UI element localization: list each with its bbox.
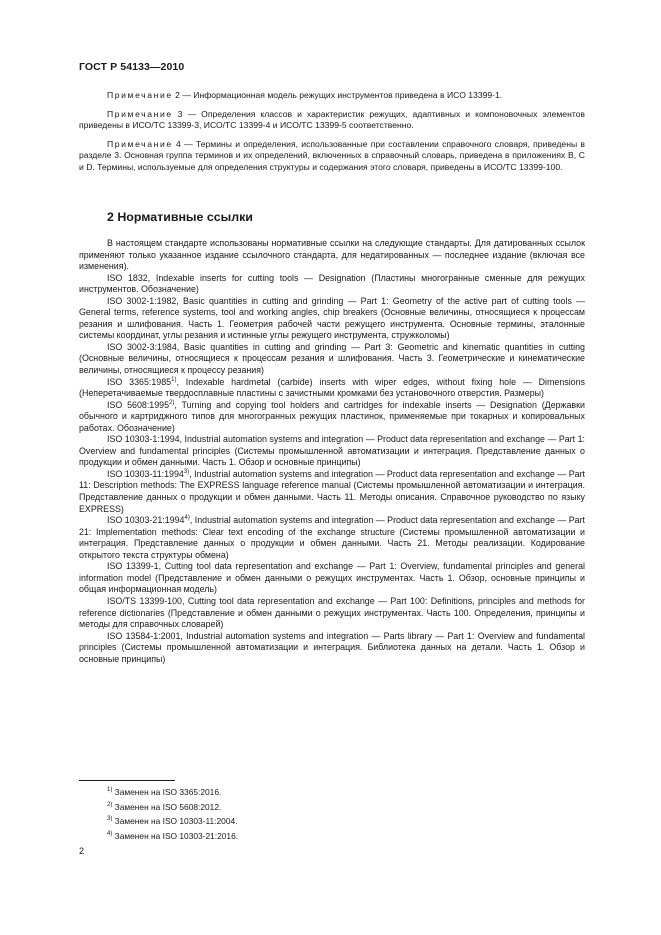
note-4 [79, 139, 585, 174]
notes-block [79, 90, 585, 181]
footnote-ref: 3) [183, 468, 190, 475]
paragraph-text: ISO 5608:1995 [107, 399, 170, 410]
note-3 [79, 109, 585, 132]
normative-references [79, 238, 585, 665]
footnote [107, 785, 238, 800]
footnote [107, 800, 238, 815]
paragraph-text: ISO 13584-1:2001, Industrial automation systems and integration — Parts library — Part 1: Overview and fundamental principles (Системы промышленной автоматизации и интеграция. Библиотека данных на детали. Часть 1. Обзор и основные принципы) [79, 630, 585, 664]
footnote-mark: 3) [107, 816, 113, 823]
reference-paragraph [79, 631, 585, 666]
note-lead: Примечание [107, 108, 173, 119]
footnote-ref: 1) [171, 376, 177, 383]
paragraph-text: , Turning and copying tool holders and cartridges for indexable inserts — Designation (Державки обычного и картриджного типов для многогранных режущих пластинок, применяемые при токарных и копировальных работах. Обозначение) [79, 399, 585, 433]
footnotes [107, 785, 238, 843]
footnote-ref: 2) [169, 399, 175, 406]
paragraph-text: ISO 10303-11:1994 [107, 468, 184, 479]
paragraph-text: В настоящем стандарте использованы нормативные ссылки на следующие стандарты. Для датированных ссылок применяют только указанное издание ссылочного стандарта, для недатированных — последнее издание (включая все изменения). [79, 238, 585, 272]
reference-paragraph [79, 561, 585, 596]
footnote-text: Заменен на ISO 10303-21:2016. [112, 830, 239, 841]
reference-paragraph [79, 515, 585, 561]
paragraph-text: , Industrial automation systems and integration — Product data representation and exchange — Part 21: Implementation methods: Clear text encoding of the exchange structure (Системы промышленной автоматизации и интеграция. Представление данных о продукции и обмен данными. Часть 21. Методы реализации. Кодирование открытого текста структуры обмена) [79, 515, 585, 560]
paragraph-text: ISO 10303-1:1994, Industrial automation systems and integration — Product data representation and exchange — Part 1: Overview and fundamental principles (Системы промышленной автоматизации и интеграция. Представление данных о продукции и обмен данными. Часть 1. Обзор и основные принципы) [79, 434, 585, 468]
reference-paragraph [79, 296, 585, 342]
note-lead: Примечание [107, 90, 173, 100]
note-lead: Примечание [107, 138, 173, 149]
footnote [107, 814, 238, 829]
footnote-mark: 4) [107, 830, 113, 837]
paragraph-text: ISO 13399-1, Cutting tool data representation and exchange — Part 1: Overview, fundamental principles and general information model (Представление и обмен данными о режущих инструментах. Часть 1. Обзор, основные принципы и общая информационная модель) [79, 561, 585, 595]
paragraph-text: , Industrial automation systems and integration — Product data representation and exchange — Part 11: Description methods: The EXPRESS language reference manual (Системы промышленной автоматизации и интеграция. Представление данных о продукции и обмен данными. Часть 11. Методы описания. Справочное руководство по языку EXPRESS) [79, 468, 585, 514]
footnote-mark: 1) [107, 787, 113, 794]
paragraph-text: ISO/TS 13399-100, Cutting tool data representation and exchange — Part 100: Definitions, principles and methods for reference dictionaries (Представление и обмен данными о режущих инструментах. Часть 100. Определения, принципы и методы для справочных словарей) [79, 595, 585, 630]
footnote-text: Заменен на ISO 10303-11:2004. [112, 816, 238, 826]
section-title: 2 Нормативные ссылки [107, 210, 253, 224]
paragraph-text: ISO 3365:1985 [107, 376, 172, 387]
page-number: 2 [79, 846, 85, 856]
reference-paragraph [79, 469, 585, 515]
footnote-divider [79, 780, 175, 781]
paragraph-text: ISO 1832, Indexable inserts for cutting tools — Designation (Пластины многогранные сменные для режущих инструментов. Обозначение) [79, 272, 585, 295]
note-text: 3 — Определения классов и характеристик режущих, адаптивных и компоновочных элементов приведены в ИСО/ТС 13399-3, ИСО/ТС 13399-4 и ИСО/ТС 13399-5 соответственно. [79, 108, 585, 131]
reference-paragraph [79, 400, 585, 435]
reference-paragraph [79, 596, 585, 631]
reference-paragraph [79, 342, 585, 377]
paragraph-text: ISO 10303-21:1994 [107, 515, 185, 526]
footnote-mark: 2) [107, 801, 113, 808]
reference-paragraph [79, 273, 585, 296]
paragraph-text: ISO 3002-3:1984, Basic quantities in cutting and grinding — Part 3: Geometric and kinematic quantities in cutting (Основные величины, относящиеся к процессам резания и шлифования. Часть 3. Геометрические и кинематические величины, относящиеся к процессу резания) [79, 341, 585, 376]
footnote-text: Заменен на ISO 3365:2016. [112, 787, 222, 797]
reference-paragraph [79, 377, 585, 400]
reference-paragraph [79, 238, 585, 273]
standard-header: ГОСТ Р 54133—2010 [79, 61, 185, 73]
note-2 [79, 90, 585, 102]
paragraph-text: , Indexable hardmetal (carbide) inserts with wiper edges, without fixing hole — Dimensions (Неперетачиваемые твердосплавные пластины с зачистными кромками без установочного отверстия. Размеры) [79, 376, 585, 399]
note-text: 4 — Термины и определения, использованные при составлении справочного словаря, приведены в разделе 3. Основная группа терминов и их определений, включенных в справочный словарь, приведена в приложениях В, С и D. Термины, используемые для определения структуры и содержания этого словаря, приведены в ИСО/ТС 13399-100. [79, 138, 585, 172]
footnote-text: Заменен на ISO 5608:2012. [112, 801, 222, 812]
reference-paragraph [79, 434, 585, 469]
paragraph-text: ISO 3002-1:1982, Basic quantities in cutting and grinding — Part 1: Geometry of the active part of cutting tools — General terms, reference systems, tool and working angles, chip breakers (Основные величины, относящиеся к процессам резания и шлифования. Часть 1. Геометрия рабочей части режущего инструмента. Основные термины, эталонные системы координат, углы резания и истинные углы режущего инструмента, стружколомы) [79, 295, 585, 341]
note-text: 2 — Информационная модель режущих инструментов приведена в ИСО 13399-1. [172, 90, 503, 100]
footnote [107, 829, 238, 844]
footnote-ref: 4) [184, 515, 190, 522]
